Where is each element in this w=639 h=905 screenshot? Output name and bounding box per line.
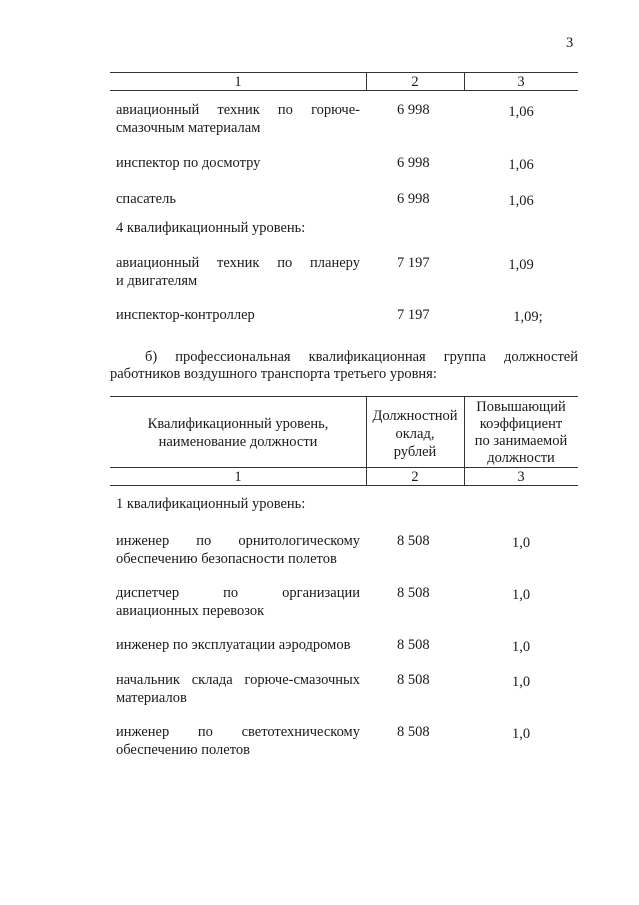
table2-row1-name-line2: обеспечению безопасности полетов bbox=[116, 551, 337, 567]
table2-row4-name-line2: материалов bbox=[116, 690, 187, 706]
table2-row3-name: инженер по эксплуатации аэродромов bbox=[116, 637, 351, 653]
paragraph-line2: работников воздушного транспорта третьего уровня: bbox=[110, 366, 437, 382]
table2-colnum-3: 3 bbox=[517, 469, 525, 485]
table1-row1-coef: 1,06 bbox=[508, 104, 534, 120]
table2-row3-salary: 8 508 bbox=[397, 637, 430, 653]
page-number: 3 bbox=[566, 35, 574, 51]
table2-row2-salary: 8 508 bbox=[397, 585, 430, 601]
table2-row5-name-line2: обеспечению полетов bbox=[116, 742, 250, 758]
table2-row4-salary: 8 508 bbox=[397, 672, 430, 688]
table2-row5-salary: 8 508 bbox=[397, 724, 430, 740]
table2-header-col1-line2: наименование должности bbox=[158, 434, 318, 450]
table2-header-col2-line2: оклад, bbox=[395, 426, 435, 442]
table1-colnum-1: 1 bbox=[234, 74, 242, 90]
table1-row6-salary: 7 197 bbox=[397, 307, 430, 323]
table2-header-col3-line1: Повышающий bbox=[476, 399, 566, 415]
table2-row1-coef: 1,0 bbox=[511, 535, 531, 551]
paragraph-line1: б) профессиональная квалификационная группа должностей bbox=[145, 349, 578, 365]
table2-row1-salary: 8 508 bbox=[397, 533, 430, 549]
table1-row3-salary: 6 998 bbox=[397, 191, 430, 207]
table1-colnum-2: 2 bbox=[411, 74, 419, 90]
table2-row4-coef: 1,0 bbox=[511, 674, 531, 690]
table1-row3-coef: 1,06 bbox=[508, 193, 534, 209]
table1-row6-name: инспектор-контроллер bbox=[116, 307, 255, 323]
table1-row6-coef: 1,09; bbox=[513, 309, 543, 325]
table1-row2-name: инспектор по досмотру bbox=[116, 155, 261, 171]
table2-header-col3-line4: должности bbox=[487, 450, 555, 466]
table2-section-level1: 1 квалификационный уровень: bbox=[116, 496, 306, 512]
table2-row4-name-line1: начальник склада горюче-смазочных bbox=[116, 672, 360, 688]
table1-row5-name-line1: авиационный техник по планеру bbox=[116, 255, 360, 271]
table2-row1-name-line1: инженер по орнитологическому bbox=[116, 533, 360, 549]
table2-header-col1-line1: Квалификационный уровень, bbox=[147, 416, 329, 432]
table2-row2-coef: 1,0 bbox=[511, 587, 531, 603]
table1-row1-salary: 6 998 bbox=[397, 102, 430, 118]
table1-row1-name-line1: авиационный техник по горюче- bbox=[116, 102, 360, 118]
table2-row5-name-line1: инженер по светотехническому bbox=[116, 724, 360, 740]
table1-row2-coef: 1,06 bbox=[508, 157, 534, 173]
table2-header-col2-line1: Должностной bbox=[372, 408, 458, 424]
table1-row5-salary: 7 197 bbox=[397, 255, 430, 271]
table1-colnum-3: 3 bbox=[517, 74, 525, 90]
table2-row3-coef: 1,0 bbox=[511, 639, 531, 655]
table2-row5-coef: 1,0 bbox=[511, 726, 531, 742]
table1-row5-coef: 1,09 bbox=[508, 257, 534, 273]
table1-row3-name: спасатель bbox=[116, 191, 176, 207]
table2-header-col3-line2: коэффициент bbox=[479, 416, 563, 432]
table2-top-rule bbox=[110, 396, 578, 397]
table2-row2-name-line2: авиационных перевозок bbox=[116, 603, 265, 619]
table1-row2-salary: 6 998 bbox=[397, 155, 430, 171]
table2-colnum-2: 2 bbox=[411, 469, 419, 485]
table1-section-level4: 4 квалификационный уровень: bbox=[116, 220, 306, 236]
table1-row1-name-line2: смазочным материалам bbox=[116, 120, 261, 136]
table2-header-col3-line3: по занимаемой bbox=[474, 433, 568, 449]
table2-colnum-1: 1 bbox=[234, 469, 242, 485]
table2-header-col2-line3: рублей bbox=[393, 444, 437, 460]
table1-row5-name-line2: и двигателям bbox=[116, 273, 198, 289]
table2-row2-name-line1: диспетчер по организации bbox=[116, 585, 360, 601]
